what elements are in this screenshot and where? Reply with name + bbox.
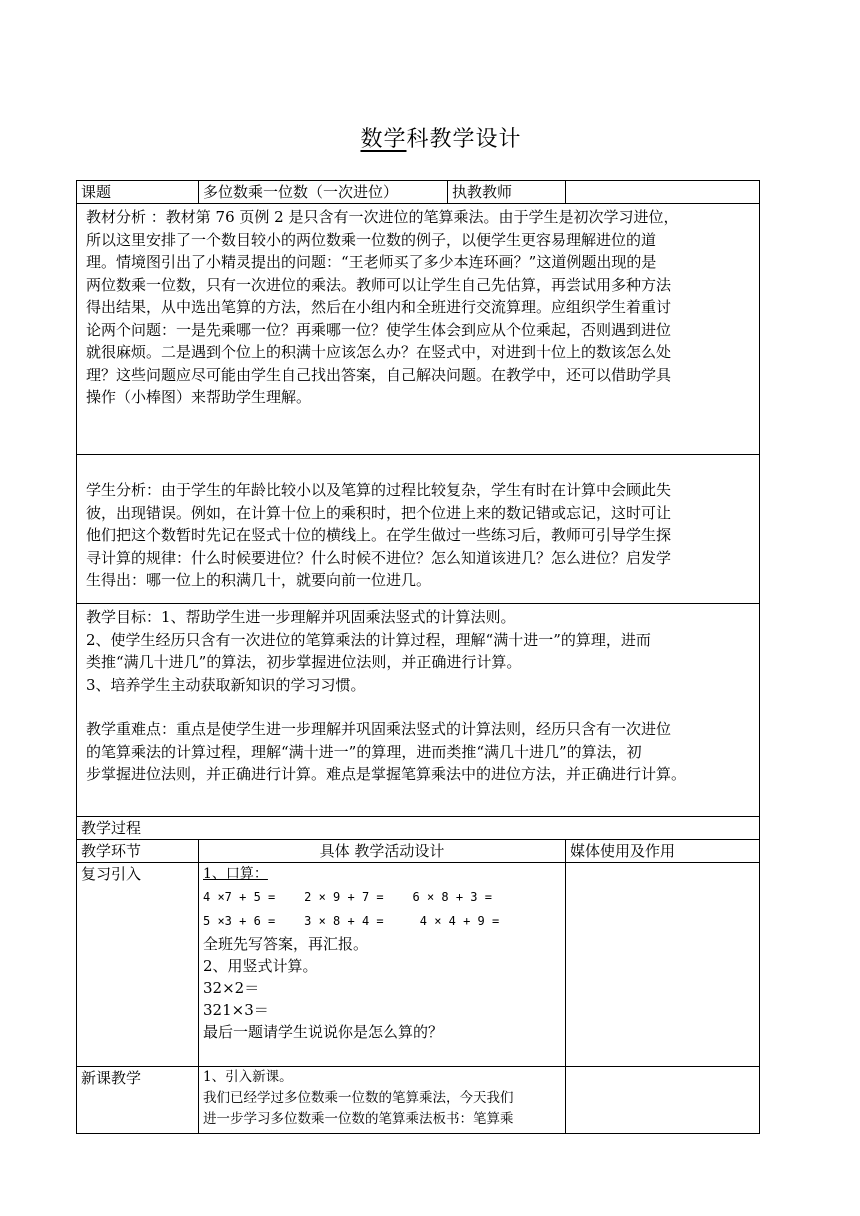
title-subject: 数学: [360, 127, 407, 152]
text-line: 321×3＝: [203, 1001, 269, 1019]
col-activity-header: 具体 教学活动设计: [199, 840, 566, 863]
new-lesson-activity-cell: [199, 1067, 566, 1134]
text-line: 两位数乘一位数，只有一次进位的乘法。教师可以让学生自己先估算，再尝试用多种方法: [86, 275, 672, 294]
material-analysis-row: [77, 204, 760, 455]
student-analysis-cell: [77, 455, 760, 604]
text-line: 2、使学生经历只含有一次进位的笔算乘法的计算过程，理解“满十进一”的算理，进而: [86, 630, 651, 649]
process-label-row: [77, 817, 760, 840]
text-line: 生得出：哪一位上的积满几十，就要向前一位进几。: [86, 571, 432, 589]
material-analysis: [81, 204, 755, 413]
goals-row: [77, 604, 760, 817]
review-media: [566, 863, 760, 1067]
text-line: 论两个问题：一是先乘哪一位？再乘哪一位？使学生体会到应从个位乘起，否则遇到进位: [86, 320, 672, 339]
process-header-row: [77, 840, 760, 863]
teaching-goals: [81, 604, 755, 790]
text-line: 所以这里安排了一个数目较小的两位数乘一位数的例子，以便学生更容易理解进位的道: [86, 230, 657, 249]
review-activity: [203, 863, 561, 1043]
new-lesson-row: [77, 1067, 760, 1134]
text-line: 理。情境图引出了小精灵提出的问题：“王老师买了多少本连环画？”这道例题出现的是: [86, 253, 657, 271]
review-stage: 复习引入: [77, 863, 199, 1067]
process-label: 教学过程: [77, 817, 760, 840]
topic-value: 多位数乘一位数（一次进位）: [199, 181, 448, 204]
new-lesson-media: [566, 1067, 760, 1134]
new-lesson-activity: [203, 1067, 561, 1130]
text-line: 得出结果，从中选出笔算的方法，然后在小组内和全班进行交流算理。应组织学生着重讨: [86, 298, 672, 316]
text-line: 进一步学习多位数乘一位数的笔算乘法板书：笔算乘: [203, 1111, 514, 1127]
topic-label: 课题: [77, 181, 199, 204]
text-line: 的笔算乘法的计算过程，理解“满十进一”的算理，进而类推“满几十进几”的算法，初: [86, 742, 642, 761]
text-line: 3、培养学生主动获取新知识的学习习惯。: [86, 675, 366, 694]
spacer: [86, 696, 750, 718]
oral-line: 5 ×3 + 6 = 3 × 8 + 4 = 4 × 4 + 9 =: [203, 914, 500, 928]
student-analysis: [81, 455, 755, 596]
text-line: 步掌握进位法则，并正确进行计算。难点是掌握笔算乘法中的进位方法，并正确进行计算。: [86, 765, 687, 783]
page-title: [0, 122, 860, 153]
oral-title: 1、口算：: [203, 866, 268, 882]
lesson-plan-table: [76, 180, 760, 1134]
text-line: 就很麻烦。二是遇到个位上的积满十应该怎么办？在竖式中，对进到十位上的数该怎么处: [86, 343, 672, 361]
text-line: 1、引入新课。: [203, 1069, 293, 1085]
header-row: [77, 181, 760, 204]
col-media-header: 媒体使用及作用: [566, 840, 760, 863]
text-line: 教学目标：1、帮助学生进一步理解并巩固乘法竖式的计算法则。: [86, 608, 516, 626]
new-lesson-stage: 新课教学: [77, 1067, 199, 1134]
teacher-label: 执教教师: [448, 181, 566, 204]
material-analysis-cell: [77, 204, 760, 455]
text-line: 类推“满几十进几”的算法，初步掌握进位法则，并正确进行计算。: [86, 653, 522, 671]
text-line: 理？这些问题应尽可能由学生自己找出答案，自己解决问题。在教学中，还可以借助学具: [86, 365, 672, 384]
review-activity-cell: [199, 863, 566, 1067]
student-analysis-row: [77, 455, 760, 604]
text-line: 32×2＝: [203, 979, 260, 997]
col-stage-header: 教学环节: [77, 840, 199, 863]
lesson-plan-document: [76, 180, 759, 1134]
text-line: 最后一题请学生说说你是怎么算的？: [203, 1023, 444, 1041]
title-rest: 科教学设计: [406, 127, 522, 152]
text-line: 全班先写答案，再汇报。: [203, 935, 369, 953]
review-row: [77, 863, 760, 1067]
text-line: 2、用竖式计算。: [203, 957, 318, 975]
oral-line: 4 ×7 + 5 = 2 × 9 + 7 = 6 × 8 + 3 =: [203, 890, 492, 904]
text-line: 寻计算的规律：什么时候要进位？什么时候不进位？怎么知道该进几？怎么进位？启发学: [86, 548, 672, 567]
text-line: 操作（小棒图）来帮助学生理解。: [86, 388, 312, 406]
text-line: 我们已经学过多位数乘一位数的笔算乘法，今天我们: [203, 1090, 514, 1106]
text-line: 教学重难点：重点是使学生进一步理解并巩固乘法竖式的计算法则，经历只含有一次进位: [86, 720, 672, 738]
text-line: 彼，出现错误。例如，在计算十位上的乘积时，把个位进上来的数记错或忘记，这时可让: [86, 503, 672, 522]
text-line: 教材分析 ：教材第 76 页例 2 是只含有一次进位的笔算乘法。由于学生是初次学习进位，: [86, 208, 679, 226]
goals-cell: [77, 604, 760, 817]
text-line: 他们把这个数暂时先记在竖式十位的横线上。在学生做过一些练习后，教师可引导学生探: [86, 526, 672, 544]
text-line: 学生分析：由于学生的年龄比较小以及笔算的过程比较复杂，学生有时在计算中会顾此失: [86, 481, 672, 499]
teacher-value: [566, 181, 760, 204]
